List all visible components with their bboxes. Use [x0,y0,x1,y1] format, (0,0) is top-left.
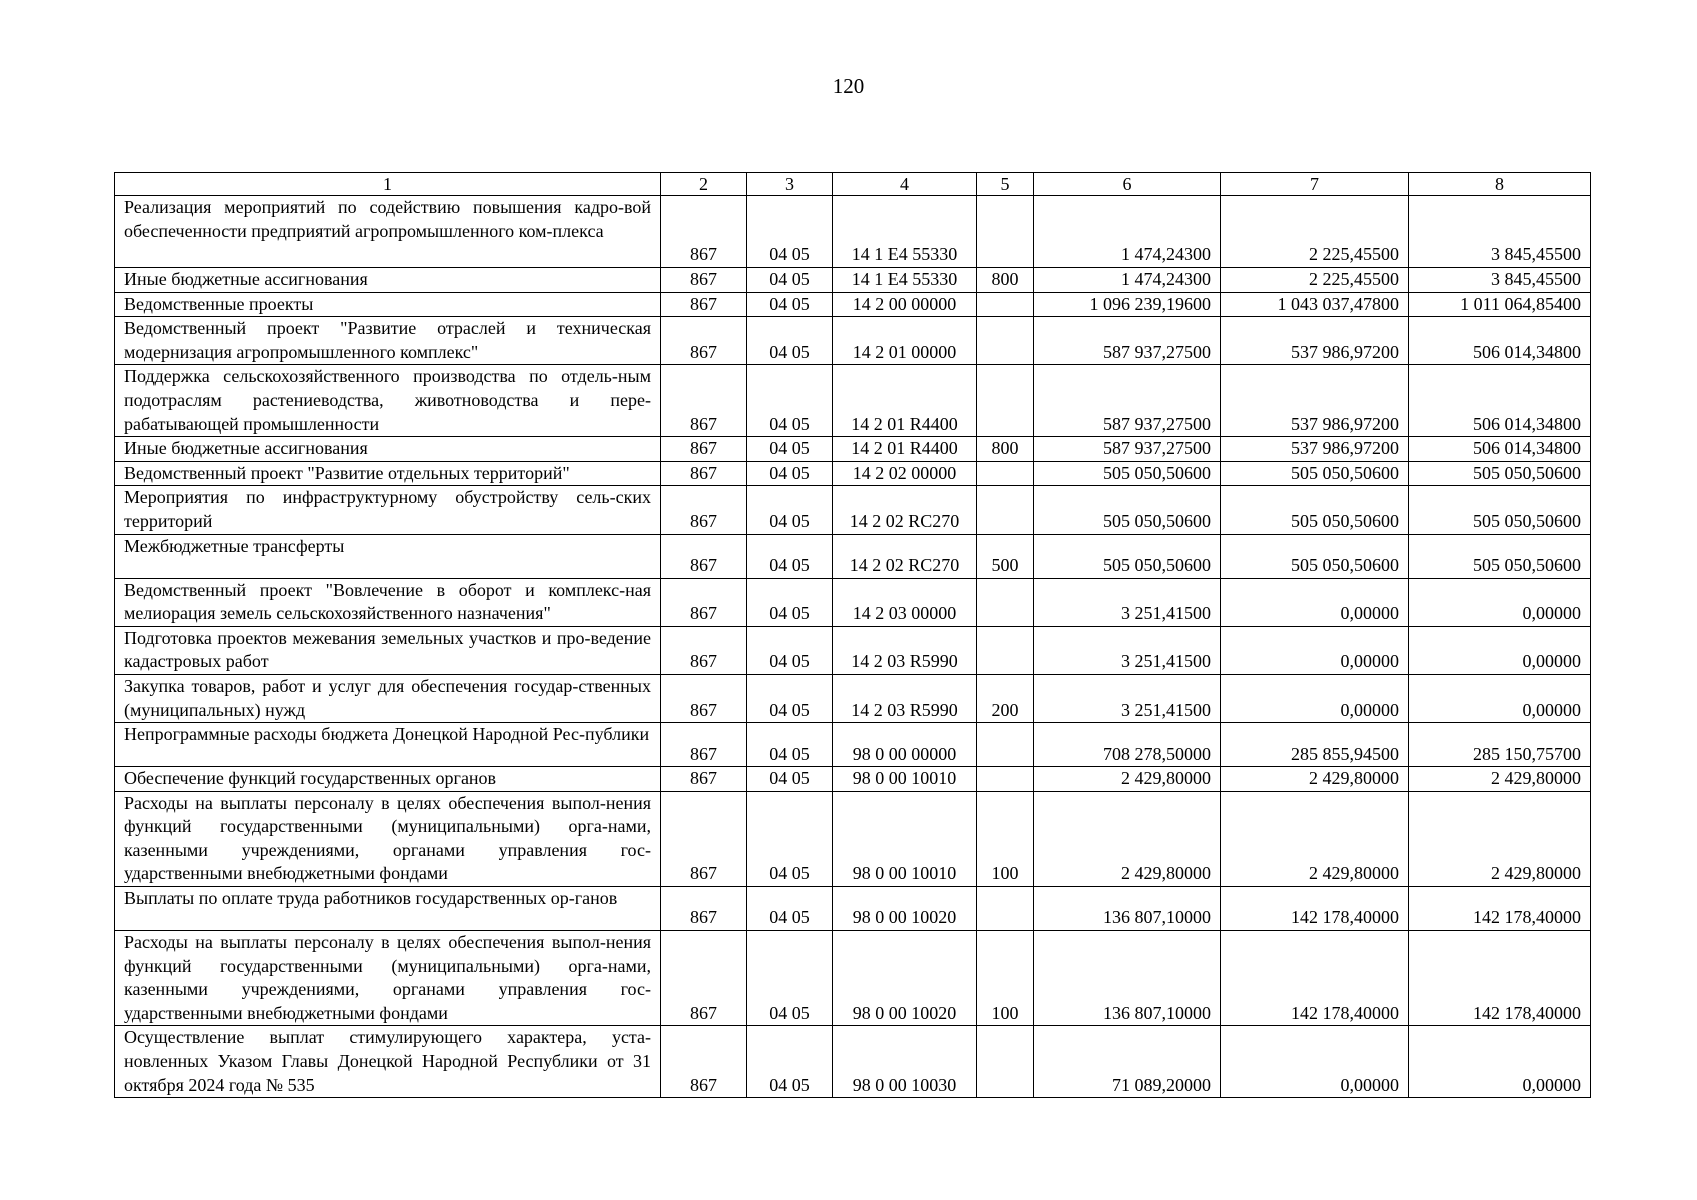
target-article: 14 2 02 RC270 [833,534,977,578]
item-name: Ведомственный проект "Вовлечение в оборот и комплекс-ная мелиорация земель сельскохозяйственного назначения" [115,578,661,626]
expense-type [977,887,1034,931]
sum-year-1: 587 937,27500 [1034,365,1221,437]
item-name: Ведомственный проект "Развитие отдельных территорий" [115,461,661,486]
table-row [115,578,1591,626]
item-name: Поддержка сельскохозяйственного производства по отдель-ным подотраслям растениеводства, животноводства и пере-рабатывающей промышленности [115,365,661,437]
sum-year-1: 3 251,41500 [1034,626,1221,674]
section-code: 04 05 [747,196,833,268]
item-name: Ведомственные проекты [115,292,661,317]
sum-year-2: 537 986,97200 [1221,437,1409,462]
expense-type [977,767,1034,792]
item-name: Закупка товаров, работ и услуг для обеспечения государ-ственных (муниципальных) нужд [115,674,661,722]
target-article: 14 2 01 00000 [833,317,977,365]
sum-year-1: 587 937,27500 [1034,437,1221,462]
section-code: 04 05 [747,268,833,293]
item-name: Ведомственный проект "Развитие отраслей и техническая модернизация агропромышленного комплекс" [115,317,661,365]
header-cell: 2 [661,173,747,196]
sum-year-1: 505 050,50600 [1034,486,1221,534]
expense-type [977,317,1034,365]
expense-type [977,461,1034,486]
table-row [115,791,1591,886]
table-row [115,268,1591,293]
section-code: 04 05 [747,723,833,767]
header-cell: 3 [747,173,833,196]
header-cell: 7 [1221,173,1409,196]
sum-year-3: 505 050,50600 [1409,461,1591,486]
sum-year-1: 587 937,27500 [1034,317,1221,365]
sum-year-1: 708 278,50000 [1034,723,1221,767]
sum-year-3: 3 845,45500 [1409,196,1591,268]
section-code: 04 05 [747,887,833,931]
sum-year-2: 2 225,45500 [1221,268,1409,293]
sum-year-3: 506 014,34800 [1409,437,1591,462]
table-header-row [115,173,1591,196]
sum-year-3: 505 050,50600 [1409,534,1591,578]
section-code: 04 05 [747,674,833,722]
target-article: 14 1 E4 55330 [833,196,977,268]
sum-year-2: 505 050,50600 [1221,534,1409,578]
grbs-code: 867 [661,292,747,317]
table-row [115,292,1591,317]
sum-year-2: 285 855,94500 [1221,723,1409,767]
expense-type [977,196,1034,268]
sum-year-2: 2 429,80000 [1221,791,1409,886]
table-row [115,317,1591,365]
sum-year-1: 505 050,50600 [1034,534,1221,578]
expense-type [977,626,1034,674]
table-row [115,887,1591,931]
sum-year-3: 0,00000 [1409,578,1591,626]
sum-year-1: 505 050,50600 [1034,461,1221,486]
section-code: 04 05 [747,931,833,1026]
header-cell: 8 [1409,173,1591,196]
item-name: Мероприятия по инфраструктурному обустройству сель-ских территорий [115,486,661,534]
section-code: 04 05 [747,1026,833,1098]
grbs-code: 867 [661,931,747,1026]
table-row [115,534,1591,578]
table-row [115,437,1591,462]
expense-type: 200 [977,674,1034,722]
sum-year-2: 505 050,50600 [1221,486,1409,534]
sum-year-1: 136 807,10000 [1034,887,1221,931]
sum-year-2: 2 225,45500 [1221,196,1409,268]
sum-year-1: 2 429,80000 [1034,767,1221,792]
item-name: Подготовка проектов межевания земельных участков и про-ведение кадастровых работ [115,626,661,674]
grbs-code: 867 [661,578,747,626]
target-article: 98 0 00 10020 [833,887,977,931]
target-article: 98 0 00 10010 [833,767,977,792]
header-cell: 1 [115,173,661,196]
grbs-code: 867 [661,723,747,767]
header-cell: 6 [1034,173,1221,196]
expense-type: 100 [977,791,1034,886]
target-article: 98 0 00 10010 [833,791,977,886]
sum-year-3: 0,00000 [1409,626,1591,674]
expense-type [977,578,1034,626]
sum-year-3: 3 845,45500 [1409,268,1591,293]
sum-year-3: 285 150,75700 [1409,723,1591,767]
sum-year-2: 0,00000 [1221,626,1409,674]
item-name: Расходы на выплаты персоналу в целях обеспечения выпол-нения функций государственными (муниципальными) орга-нами, казенными учреждениями, органами управления гос-ударственными внебюджетными фондами [115,791,661,886]
section-code: 04 05 [747,534,833,578]
item-name: Иные бюджетные ассигнования [115,268,661,293]
item-name: Выплаты по оплате труда работников государственных ор-ганов [115,887,661,931]
target-article: 14 2 03 R5990 [833,674,977,722]
grbs-code: 867 [661,486,747,534]
sum-year-3: 142 178,40000 [1409,931,1591,1026]
section-code: 04 05 [747,461,833,486]
sum-year-3: 0,00000 [1409,674,1591,722]
target-article: 14 2 01 R4400 [833,365,977,437]
grbs-code: 867 [661,268,747,293]
section-code: 04 05 [747,791,833,886]
grbs-code: 867 [661,196,747,268]
item-name: Обеспечение функций государственных органов [115,767,661,792]
target-article: 14 2 03 00000 [833,578,977,626]
grbs-code: 867 [661,626,747,674]
target-article: 14 2 03 R5990 [833,626,977,674]
item-name: Реализация мероприятий по содействию повышения кадро-вой обеспеченности предприятий агропромышленного ком-плекса [115,196,661,268]
sum-year-2: 505 050,50600 [1221,461,1409,486]
sum-year-1: 71 089,20000 [1034,1026,1221,1098]
grbs-code: 867 [661,887,747,931]
sum-year-3: 2 429,80000 [1409,791,1591,886]
target-article: 14 2 00 00000 [833,292,977,317]
table-row [115,767,1591,792]
item-name: Иные бюджетные ассигнования [115,437,661,462]
sum-year-2: 2 429,80000 [1221,767,1409,792]
grbs-code: 867 [661,365,747,437]
grbs-code: 867 [661,1026,747,1098]
sum-year-3: 506 014,34800 [1409,365,1591,437]
expense-type: 500 [977,534,1034,578]
expense-type [977,365,1034,437]
grbs-code: 867 [661,437,747,462]
table-row [115,931,1591,1026]
sum-year-2: 142 178,40000 [1221,887,1409,931]
sum-year-2: 537 986,97200 [1221,317,1409,365]
sum-year-1: 136 807,10000 [1034,931,1221,1026]
section-code: 04 05 [747,626,833,674]
table-row [115,486,1591,534]
budget-table [114,172,1591,1098]
section-code: 04 05 [747,486,833,534]
table-row [115,723,1591,767]
expense-type [977,1026,1034,1098]
item-name: Расходы на выплаты персоналу в целях обеспечения выпол-нения функций государственными (муниципальными) орга-нами, казенными учреждениями, органами управления гос-ударственными внебюджетными фондами [115,931,661,1026]
expense-type: 800 [977,437,1034,462]
section-code: 04 05 [747,317,833,365]
table-row [115,196,1591,268]
grbs-code: 867 [661,317,747,365]
target-article: 98 0 00 10030 [833,1026,977,1098]
sum-year-1: 3 251,41500 [1034,674,1221,722]
table-row [115,365,1591,437]
table-row [115,461,1591,486]
sum-year-3: 2 429,80000 [1409,767,1591,792]
expense-type: 800 [977,268,1034,293]
sum-year-3: 1 011 064,85400 [1409,292,1591,317]
table-row [115,626,1591,674]
section-code: 04 05 [747,365,833,437]
section-code: 04 05 [747,767,833,792]
sum-year-1: 2 429,80000 [1034,791,1221,886]
expense-type [977,486,1034,534]
expense-type: 100 [977,931,1034,1026]
sum-year-1: 3 251,41500 [1034,578,1221,626]
header-cell: 5 [977,173,1034,196]
sum-year-2: 537 986,97200 [1221,365,1409,437]
expense-type [977,723,1034,767]
grbs-code: 867 [661,674,747,722]
sum-year-3: 505 050,50600 [1409,486,1591,534]
item-name: Непрограммные расходы бюджета Донецкой Народной Рес-публики [115,723,661,767]
sum-year-3: 142 178,40000 [1409,887,1591,931]
item-name: Межбюджетные трансферты [115,534,661,578]
sum-year-3: 0,00000 [1409,1026,1591,1098]
target-article: 14 2 02 RC270 [833,486,977,534]
grbs-code: 867 [661,791,747,886]
section-code: 04 05 [747,437,833,462]
sum-year-2: 1 043 037,47800 [1221,292,1409,317]
page-number: 120 [832,74,865,98]
sum-year-2: 0,00000 [1221,674,1409,722]
table-body [115,173,1591,1098]
grbs-code: 867 [661,534,747,578]
sum-year-2: 0,00000 [1221,1026,1409,1098]
target-article: 14 1 E4 55330 [833,268,977,293]
grbs-code: 867 [661,767,747,792]
sum-year-1: 1 096 239,19600 [1034,292,1221,317]
target-article: 14 2 02 00000 [833,461,977,486]
item-name: Осуществление выплат стимулирующего характера, уста-новленных Указом Главы Донецкой Народной Республики от 31 октября 2024 года № 535 [115,1026,661,1098]
table-row [115,674,1591,722]
sum-year-1: 1 474,24300 [1034,268,1221,293]
grbs-code: 867 [661,461,747,486]
expense-type [977,292,1034,317]
sum-year-3: 506 014,34800 [1409,317,1591,365]
target-article: 14 2 01 R4400 [833,437,977,462]
sum-year-2: 142 178,40000 [1221,931,1409,1026]
table-row [115,1026,1591,1098]
sum-year-2: 0,00000 [1221,578,1409,626]
target-article: 98 0 00 00000 [833,723,977,767]
target-article: 98 0 00 10020 [833,931,977,1026]
section-code: 04 05 [747,292,833,317]
header-cell: 4 [833,173,977,196]
sum-year-1: 1 474,24300 [1034,196,1221,268]
section-code: 04 05 [747,578,833,626]
